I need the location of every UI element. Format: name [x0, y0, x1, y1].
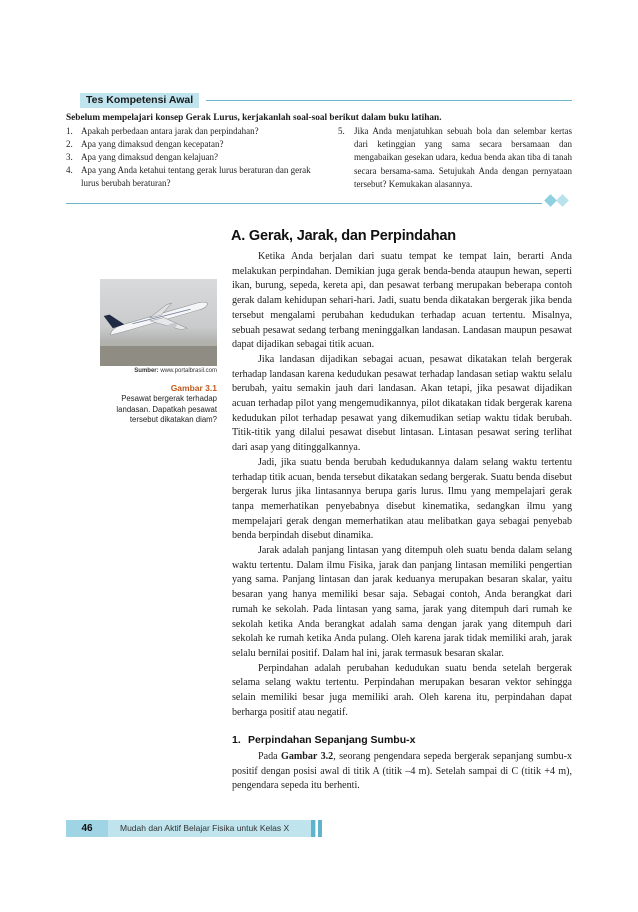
figure-caption: Pesawat bergerak terhadap landasan. Dapatkah pesawat tersebut dikatakan diam?	[116, 394, 217, 424]
book-title: Mudah dan Aktif Belajar Fisika untuk Kelas X	[120, 823, 290, 833]
body-paragraph: Jika landasan dijadikan sebagai acuan, pesawat dikatakan telah bergerak terhadap landasan karena kedudukan pesawat terhadap landasan setiap waktu selalu berubah, yaitu semakin jauh dari landasan. Akan tetapi, jika pesawat dijadikan acuan terhadap pilot yang mengemudikannya, pilot dikatakan tidak bergerak karena kedudukan pilot terhadap pesawat yang dikemudikan setiap waktu tidak berubah. Titik-titik yang dilalui pesawat disebut lintasan. Lintasan pesawat sering terlihat dari asap yang ditinggalkannya.	[232, 353, 572, 454]
figure-reference: Gambar 3.2	[280, 751, 334, 762]
paragraph-text: Pada	[258, 751, 281, 762]
body-paragraph: Jadi, jika suatu benda berubah kedudukannya dalam selang waktu tertentu terhadap titik acuan, benda tersebut dikatakan sedang bergerak. Suatu benda disebut bergerak lurus jika lintasannya berupa garis lurus. Ilmu yang mempelajari gerak tanpa memerhatikan penyebabnya disebut kinematika, sedangkan ilmu yang mempelajari gerak dengan memerhatikan atau melibatkan gaya sebagai penyebab benda berpindah disebut dinamika.	[232, 456, 572, 542]
subsection-title: Perpindahan Sepanjang Sumbu-x	[248, 734, 416, 746]
question-number: 3.	[66, 152, 73, 162]
figure-source-label: Sumber:	[134, 368, 159, 374]
question-text: Apa yang Anda ketahui tentang gerak lurus beraturan dan gerak lurus berubah beraturan?	[81, 165, 311, 189]
figure-label: Gambar 3.1	[170, 383, 217, 393]
footer-bar-ornament	[318, 820, 322, 837]
body-paragraph: Perpindahan adalah perubahan kedudukan suatu benda setelah bergerak selama selang waktu tertentu. Perpindahan merupakan besaran vektor sehingga selain memiliki besar juga memiliki arah. Oleh karena itu, perpindahan dapat berharga positif atau negatif.	[232, 662, 572, 718]
subsection-body	[232, 750, 572, 794]
question-number: 1.	[66, 126, 73, 136]
airplane-photo	[100, 279, 217, 366]
competency-instructions: Sebelum mempelajari konsep Gerak Lurus, kerjakanlah soal-soal berikut dalam buku latihan.	[66, 113, 442, 123]
diamond-ornament-icon	[556, 194, 569, 207]
question-number: 2.	[66, 139, 73, 149]
figure-source-value: www.portalbrasil.com	[160, 368, 217, 374]
page-number: 46	[66, 820, 108, 837]
competency-title: Tes Kompetensi Awal	[80, 93, 199, 108]
subsection-number: 1.	[232, 734, 241, 746]
question-text: Apa yang dimaksud dengan kelajuan?	[81, 152, 218, 162]
body-paragraph: Jarak adalah panjang lintasan yang ditempuh oleh suatu benda dalam selang waktu tertentu. Dalam ilmu Fisika, jarak dan panjang lintasan memiliki pengertian yang sama. Panjang lintasan dan jarak keduanya merupakan besaran skalar, yaitu besaran yang hanya memiliki besar saja. Sebagai contoh, Anda berangkat dari rumah ke sekolah. Pada lintasan yang sama, jarak yang ditempuh dari rumah ke sekolah ketika Anda berangkat adalah sama dengan jarak yang ditempuh dari sekolah ke rumah ketika Anda pulang. Oleh karena jarak tidak memiliki arah, jarak selalu bernilai positif. Dalam hal ini, jarak termasuk besaran skalar.	[232, 545, 572, 659]
competency-top-rule	[206, 100, 572, 101]
section-heading: A. Gerak, Jarak, dan Perpindahan	[231, 228, 456, 244]
airplane-illustration	[100, 279, 217, 366]
question-text: Jika Anda menjatuhkan sebuah bola dan selembar kertas dari ketinggian yang sama secara bersamaan dan mengabaikan gesekan udara, kedua benda akan tiba di tanah secara bersama-sama. Setujukah Anda dengan pernyataan tersebut? Kemukakan alasannya.	[354, 126, 572, 189]
body-paragraph: Ketika Anda berjalan dari suatu tempat ke tempat lain, berarti Anda melakukan perpindahan. Demikian juga gerak benda-benda ataupun hewan, seperti ikan, burung, sepeda, kereta api, dan pesawat terbang merupakan beberapa contoh gerak dalam kehidupan sehari-hari. Jadi, suatu benda dikatakan bergerak jika benda tersebut mengalami perubahan kedudukan terhadap acuan tertentu. Misalnya, sebuah pesawat sedang terbang meninggalkan landasan. Landasan maupun pesawat dapat dijadikan sebagai titik acuan.	[232, 251, 572, 351]
diamond-ornament-icon	[544, 194, 557, 207]
section-body	[232, 250, 572, 721]
body-paragraph	[232, 750, 572, 794]
competency-test-box	[66, 93, 572, 205]
figure-source	[100, 368, 217, 374]
footer-bar-ornament	[311, 820, 315, 837]
competency-bottom-rule	[66, 203, 542, 204]
question-text: Apa yang dimaksud dengan kecepatan?	[81, 139, 224, 149]
question-number: 5.	[338, 126, 345, 136]
question-text: Apakah perbedaan antara jarak dan perpindahan?	[81, 126, 259, 136]
paragraph-text: , seorang pengendara sepeda bergerak sepanjang sumbu-x positif dengan posisi awal di titik A (titik –4 m). Setelah sampai di C (titik +4 m), pengendara sepeda itu berhenti.	[232, 751, 572, 792]
subsection-heading	[232, 734, 415, 746]
question-number: 4.	[66, 165, 73, 175]
